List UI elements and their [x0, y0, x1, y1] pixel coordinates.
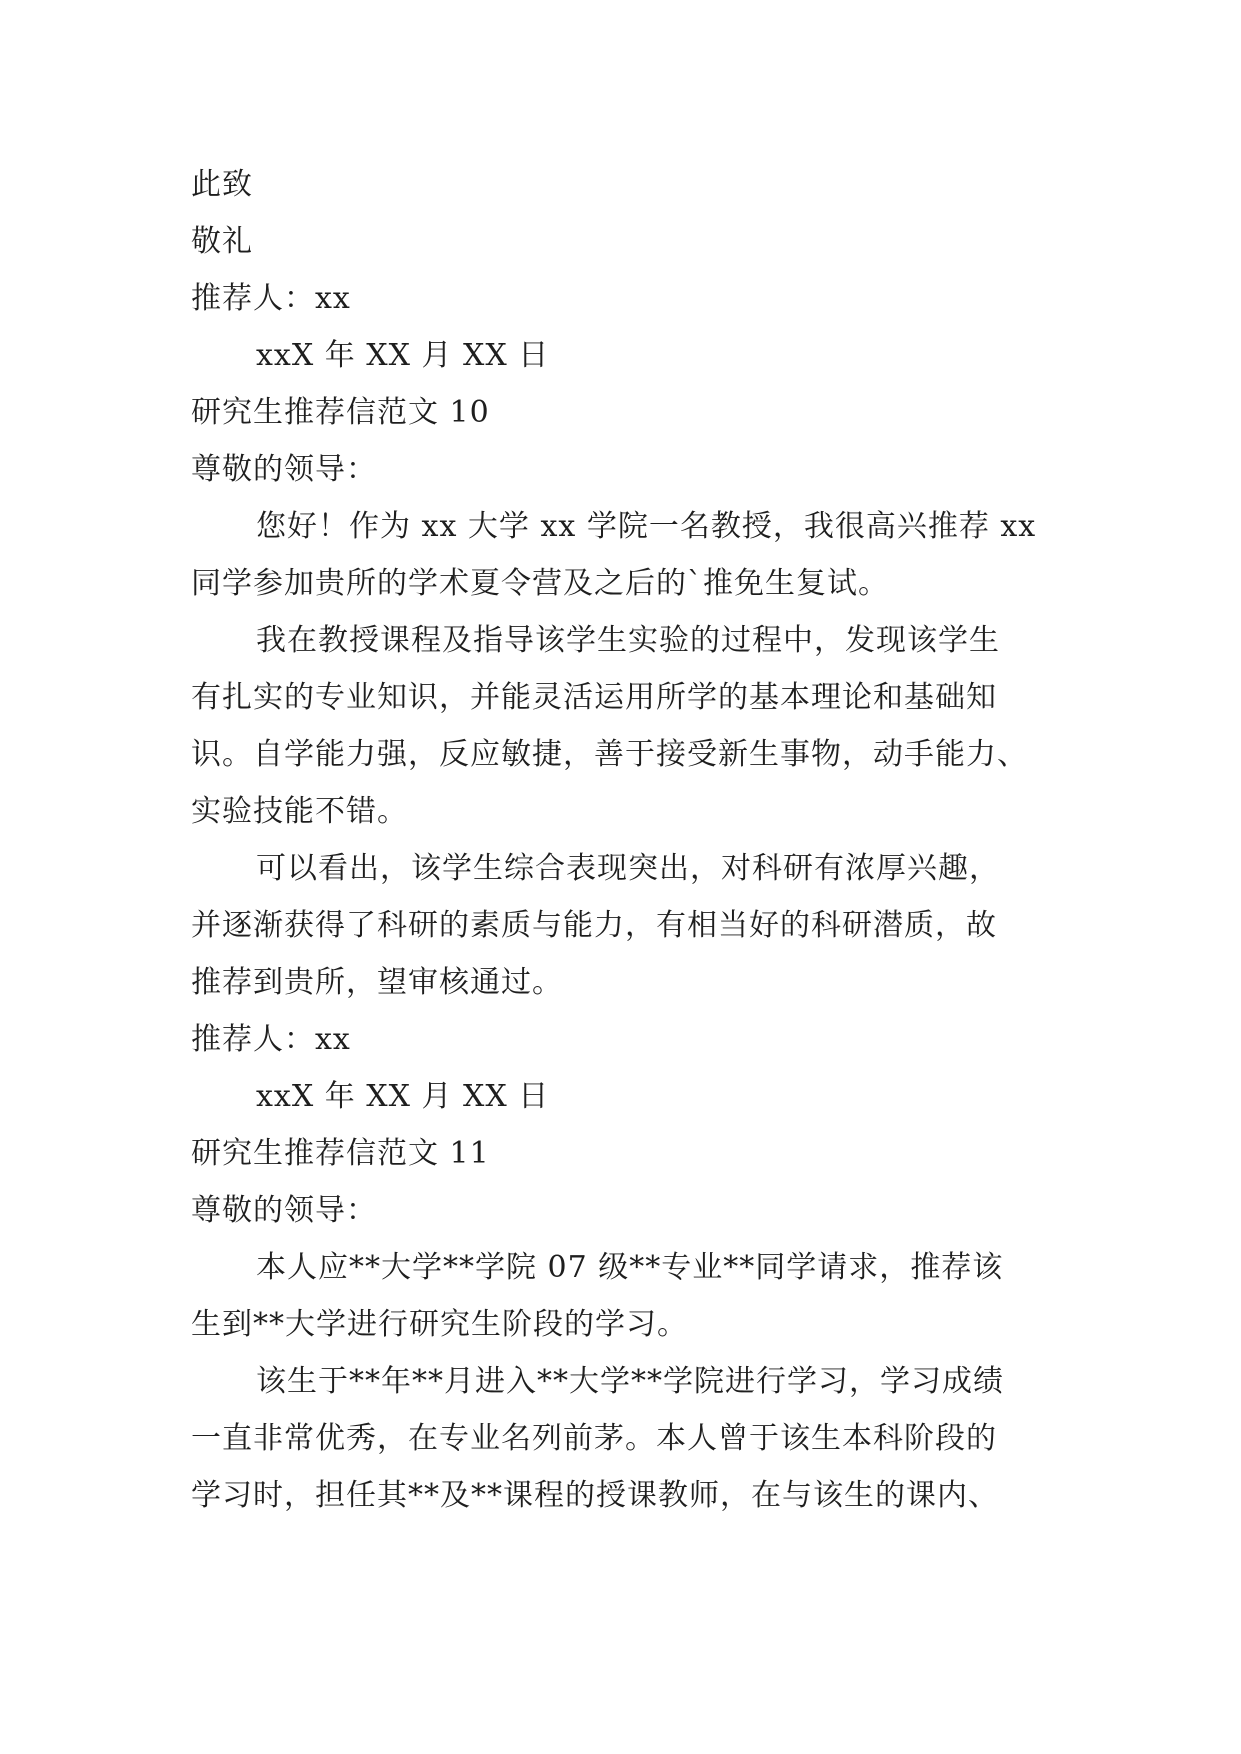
paragraph-line: 推荐到贵所，望审核通过。	[191, 965, 563, 1000]
section-heading: 研究生推荐信范文 10	[191, 395, 490, 430]
paragraph-line: 可以看出，该学生综合表现突出，对科研有浓厚兴趣，	[256, 851, 1000, 886]
date-line: xxX 年 XX 月 XX 日	[256, 338, 550, 373]
closing-salutation: 此致	[191, 167, 253, 202]
paragraph-line: 一直非常优秀，在专业名列前茅。本人曾于该生本科阶段的	[191, 1421, 997, 1456]
paragraph-line: 生到**大学进行研究生阶段的学习。	[191, 1307, 688, 1342]
recommender-line: 推荐人：xx	[191, 281, 351, 316]
section-heading: 研究生推荐信范文 11	[191, 1136, 490, 1171]
paragraph-line: 本人应**大学**学院 07 级**专业**同学请求，推荐该	[256, 1250, 1004, 1285]
paragraph-line: 您好！作为 xx 大学 xx 学院一名教授，我很高兴推荐 xx	[256, 509, 1037, 544]
closing-regards: 敬礼	[191, 224, 253, 259]
paragraph-line: 同学参加贵所的学术夏令营及之后的`推免生复试。	[191, 566, 889, 601]
paragraph-line: 有扎实的专业知识，并能灵活运用所学的基本理论和基础知	[191, 680, 997, 715]
recommender-line: 推荐人：xx	[191, 1022, 351, 1057]
greeting: 尊敬的领导：	[191, 452, 377, 487]
greeting: 尊敬的领导：	[191, 1193, 377, 1228]
paragraph-line: 识。自学能力强，反应敏捷，善于接受新生事物，动手能力、	[191, 737, 1028, 772]
paragraph-line: 并逐渐获得了科研的素质与能力，有相当好的科研潜质，故	[191, 908, 997, 943]
paragraph-line: 学习时，担任其**及**课程的授课教师，在与该生的课内、	[191, 1478, 999, 1513]
date-line: xxX 年 XX 月 XX 日	[256, 1079, 550, 1114]
paragraph-line: 该生于**年**月进入**大学**学院进行学习，学习成绩	[256, 1364, 1004, 1399]
paragraph-line: 我在教授课程及指导该学生实验的过程中，发现该学生	[256, 623, 1000, 658]
paragraph-line: 实验技能不错。	[191, 794, 408, 829]
